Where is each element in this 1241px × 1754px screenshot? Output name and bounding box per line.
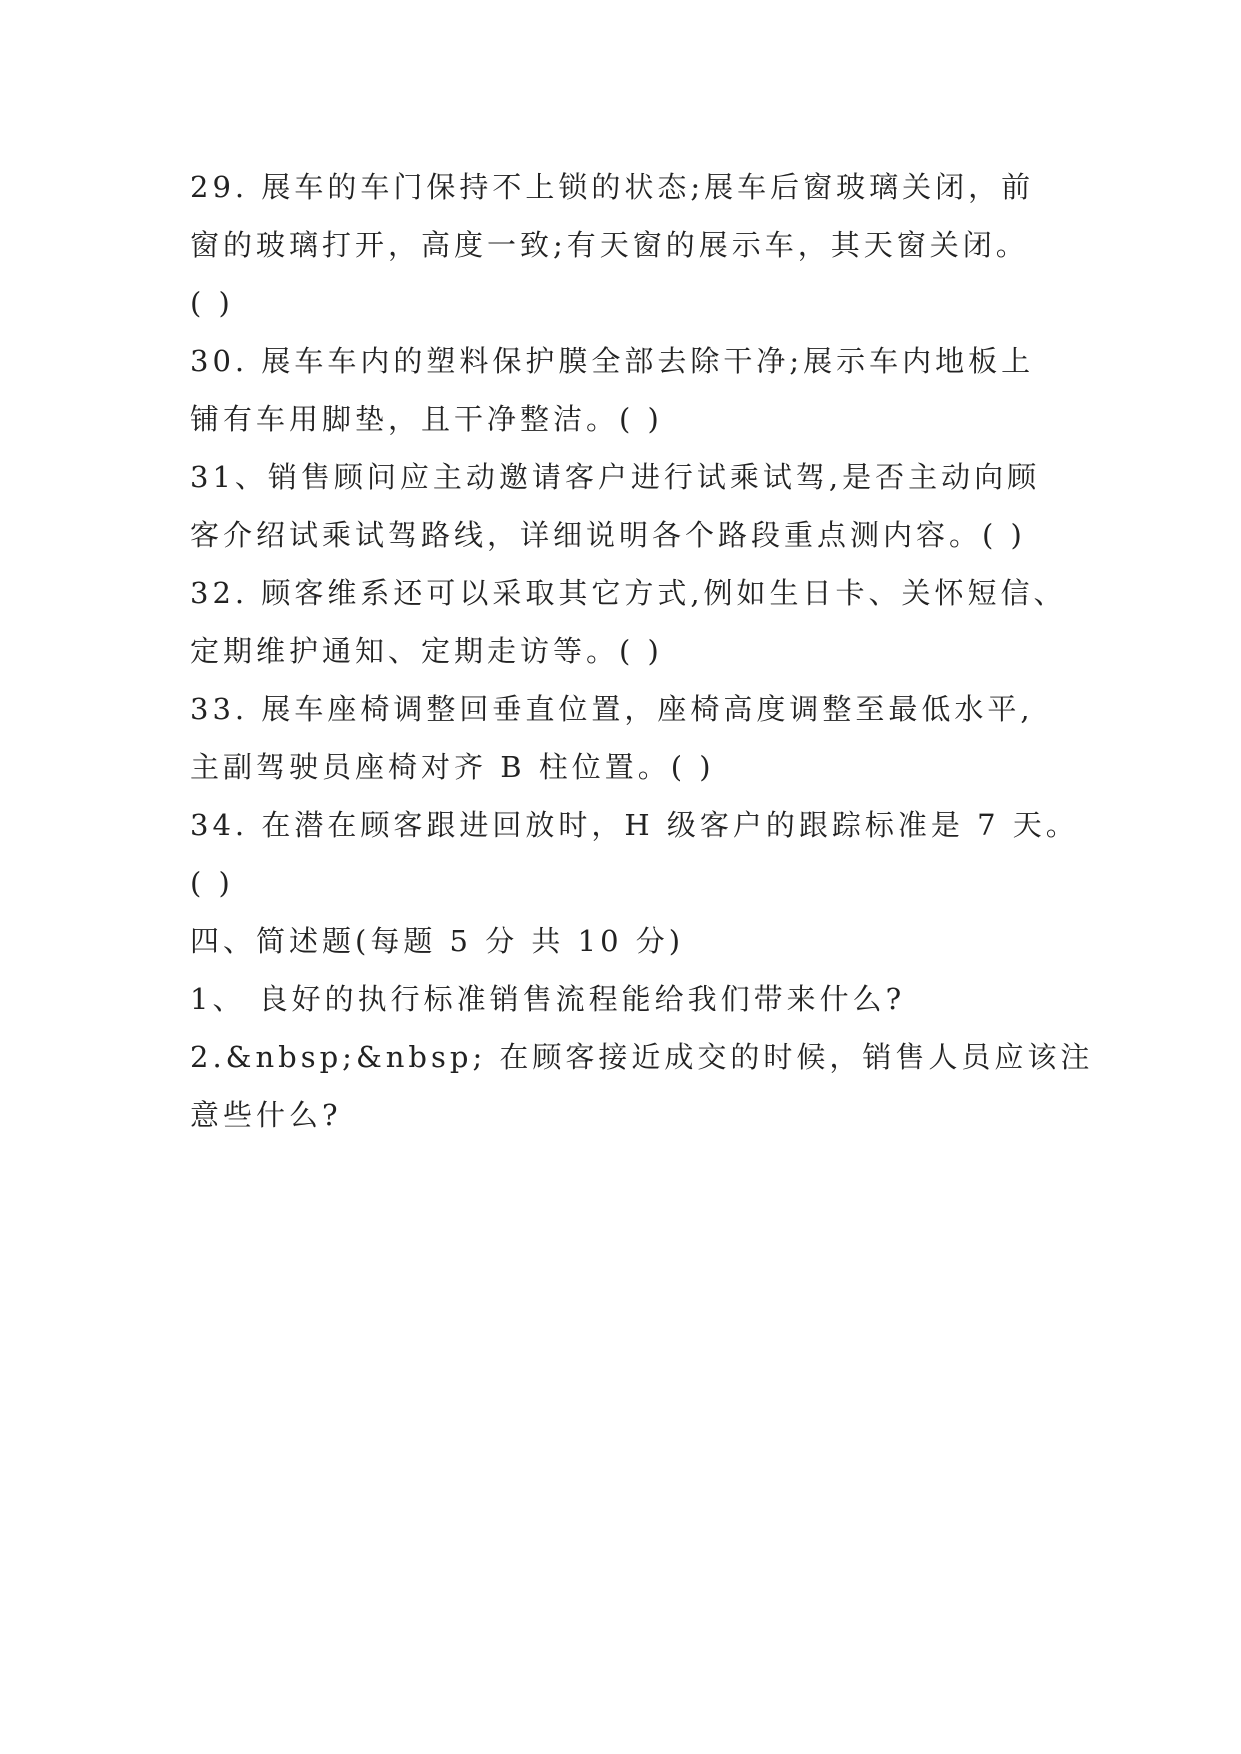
q29-line-1: 29. 展车的车门保持不上锁的状态;展车后窗玻璃关闭，前 bbox=[190, 170, 1035, 204]
q32-line-2: 定期维护通知、定期走访等。( ) bbox=[190, 634, 663, 668]
q31-line-2: 客介绍试乘试驾路线，详细说明各个路段重点测内容。( ) bbox=[190, 518, 1026, 552]
section-heading: 四、简述题(每题 5 分 共 10 分) bbox=[190, 924, 685, 958]
short-answer-q1: 1、 良好的执行标准销售流程能给我们带来什么? bbox=[190, 982, 906, 1016]
q33-line-2: 主副驾驶员座椅对齐 B 柱位置。( ) bbox=[190, 750, 715, 784]
document-page bbox=[190, 158, 1094, 1144]
q29-line-2: 窗的玻璃打开，高度一致;有天窗的展示车，其天窗关闭。 bbox=[190, 228, 1029, 262]
q32-line-1: 32. 顾客维系还可以采取其它方式,例如生日卡、关怀短信、 bbox=[190, 576, 1067, 610]
short-answer-q2-line-1: 2.&nbsp;&nbsp; 在顾客接近成交的时候，销售人员应该注 bbox=[190, 1040, 1094, 1074]
short-answer-q2-line-2: 意些什么? bbox=[190, 1098, 342, 1132]
q34-line-1: 34. 在潜在顾客跟进回放时，H 级客户的跟踪标准是 7 天。 bbox=[190, 808, 1079, 842]
q30-line-2: 铺有车用脚垫，且干净整洁。( ) bbox=[190, 402, 663, 436]
q29-answer-blank: ( ) bbox=[190, 286, 234, 320]
q30-line-1: 30. 展车车内的塑料保护膜全部去除干净;展示车内地板上 bbox=[190, 344, 1035, 378]
q33-line-1: 33. 展车座椅调整回垂直位置，座椅高度调整至最低水平, bbox=[190, 692, 1034, 726]
q31-line-1: 31、销售顾问应主动邀请客户进行试乘试驾,是否主动向顾 bbox=[190, 460, 1041, 494]
q34-answer-blank: ( ) bbox=[190, 866, 234, 900]
